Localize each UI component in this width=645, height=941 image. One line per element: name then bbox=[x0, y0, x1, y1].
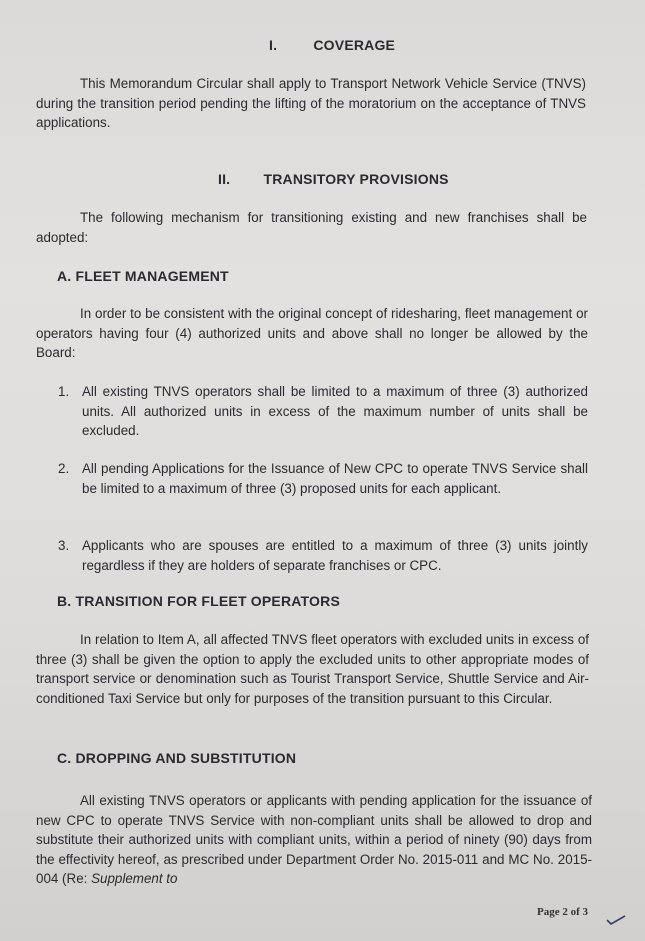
list-item-text: All existing TNVS operators shall be limited to a maximum of three (3) authorized units. All authorized units in excess of the maximum number of units shall be excluded. bbox=[82, 384, 588, 438]
dropping-text: All existing TNVS operators or applicants with pending application for the issuance of new CPC to operate TNVS Service with non-compliant units shall be allowed to drop and substitute their authorized units with compliant units, within a period of ninety (90) days from the effectivity hereof, as prescribed under Department Order No. 2015-011 and MC No. 2015-004 (Re: bbox=[36, 793, 592, 886]
check-mark-icon bbox=[606, 914, 626, 926]
page-number: Page 2 of 3 bbox=[537, 906, 589, 918]
section-heading-coverage bbox=[269, 37, 395, 53]
section-number: II. bbox=[218, 171, 231, 187]
transition-paragraph: In relation to Item A, all affected TNVS fleet operators with excluded units in excess of three (3) shall be given the option to apply the excluded units to other appropriate modes of transport service or denomination such as Tourist Transport Service, Shuttle Service and Air-conditioned Taxi Service but only for purposes of the transition pursuant to this Circular. bbox=[36, 632, 589, 706]
transitory-paragraph: The following mechanism for transitioning existing and new franchises shall be adopted: bbox=[36, 210, 587, 245]
section-title: TRANSITORY PROVISIONS bbox=[263, 171, 449, 187]
list-item-number: 1. bbox=[58, 384, 70, 399]
section-number: I. bbox=[269, 37, 278, 53]
section-title: COVERAGE bbox=[313, 37, 396, 53]
list-item-text: Applicants who are spouses are entitled to a maximum of three (3) units jointly regardless if they are holders of separate franchises or CPC. bbox=[82, 538, 588, 573]
coverage-paragraph: This Memorandum Circular shall apply to Transport Network Vehicle Service (TNVS) during the transition period pending the lifting of the moratorium on the acceptance of TNVS applications. bbox=[36, 76, 586, 130]
fleet-management-heading: A. FLEET MANAGEMENT bbox=[57, 268, 229, 284]
list-item bbox=[58, 382, 588, 441]
transition-heading: B. TRANSITION FOR FLEET OPERATORS bbox=[57, 593, 340, 609]
dropping-heading: C. DROPPING AND SUBSTITUTION bbox=[57, 750, 297, 766]
list-item-number: 2. bbox=[58, 461, 70, 476]
fleet-management-paragraph: In order to be consistent with the original concept of ridesharing, fleet management or operators having four (4) authorized units and above shall no longer be allowed by the Board: bbox=[36, 306, 588, 360]
dropping-paragraph bbox=[36, 791, 592, 889]
list-item bbox=[58, 536, 588, 575]
list-item-number: 3. bbox=[58, 538, 70, 553]
list-item bbox=[58, 459, 588, 498]
section-heading-transitory bbox=[218, 171, 449, 187]
dropping-italic-text: Supplement to bbox=[91, 871, 178, 886]
list-item-text: All pending Applications for the Issuance of New CPC to operate TNVS Service shall be limited to a maximum of three (3) proposed units for each applicant. bbox=[82, 461, 588, 496]
